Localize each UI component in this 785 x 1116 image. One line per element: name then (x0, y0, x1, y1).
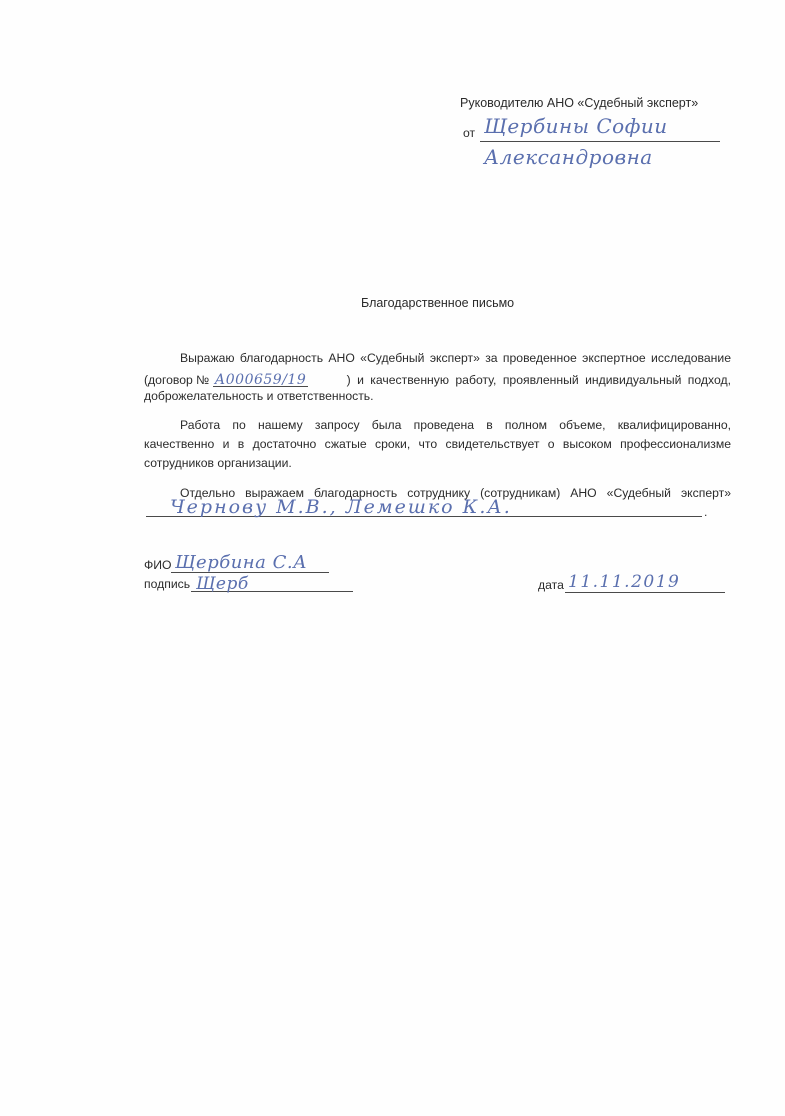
contract-label: (договор № (144, 373, 210, 387)
employees-handwritten: Чернову М.В., Лемешко К.А. (170, 496, 512, 518)
paragraph1-line2-suffix: ) и качественную работу, проявленный индивидуальный подход, (346, 373, 731, 387)
paragraph1-line3: доброжелательность и ответственность. (144, 389, 374, 403)
fio-label: ФИО (144, 558, 172, 572)
signature-handwritten: Щерб (196, 574, 249, 594)
date-handwritten: 11.11.2019 (568, 572, 681, 592)
paragraph1-line1: Выражаю благодарность АНО «Судебный эксперт» за проведенное экспертное исследование (180, 351, 731, 365)
signature-label: подпись (144, 577, 191, 591)
paragraph2-line1: Работа по нашему запросу была проведена в полном объеме, квалифицированно, (180, 418, 731, 432)
paragraph2-line3: сотрудников организации. (144, 456, 292, 470)
page-title: Благодарственное письмо (361, 296, 515, 310)
paragraph2-line2: качественно и в достаточно сжатые сроки, что свидетельствует о высоком профессионализме (144, 437, 731, 451)
fio-handwritten: Щербина С.А (175, 552, 308, 573)
paragraph1-line2 (144, 373, 731, 387)
date-underline (565, 592, 725, 593)
addressee-line: Руководителю АНО «Судебный эксперт» (460, 96, 699, 110)
contract-number-handwritten: А000659/19 (214, 372, 307, 388)
from-name-handwritten-2: Александровна (484, 145, 653, 169)
paragraph3-line1: Отдельно выражаем благодарность сотруднику (сотрудникам) АНО «Судебный эксперт» (180, 486, 731, 500)
employees-end-punct: . (704, 505, 708, 519)
from-label: от (463, 126, 476, 140)
from-underline (480, 141, 720, 142)
from-name-handwritten-1: Щербины Софии (484, 114, 668, 138)
date-label: дата (538, 578, 564, 592)
